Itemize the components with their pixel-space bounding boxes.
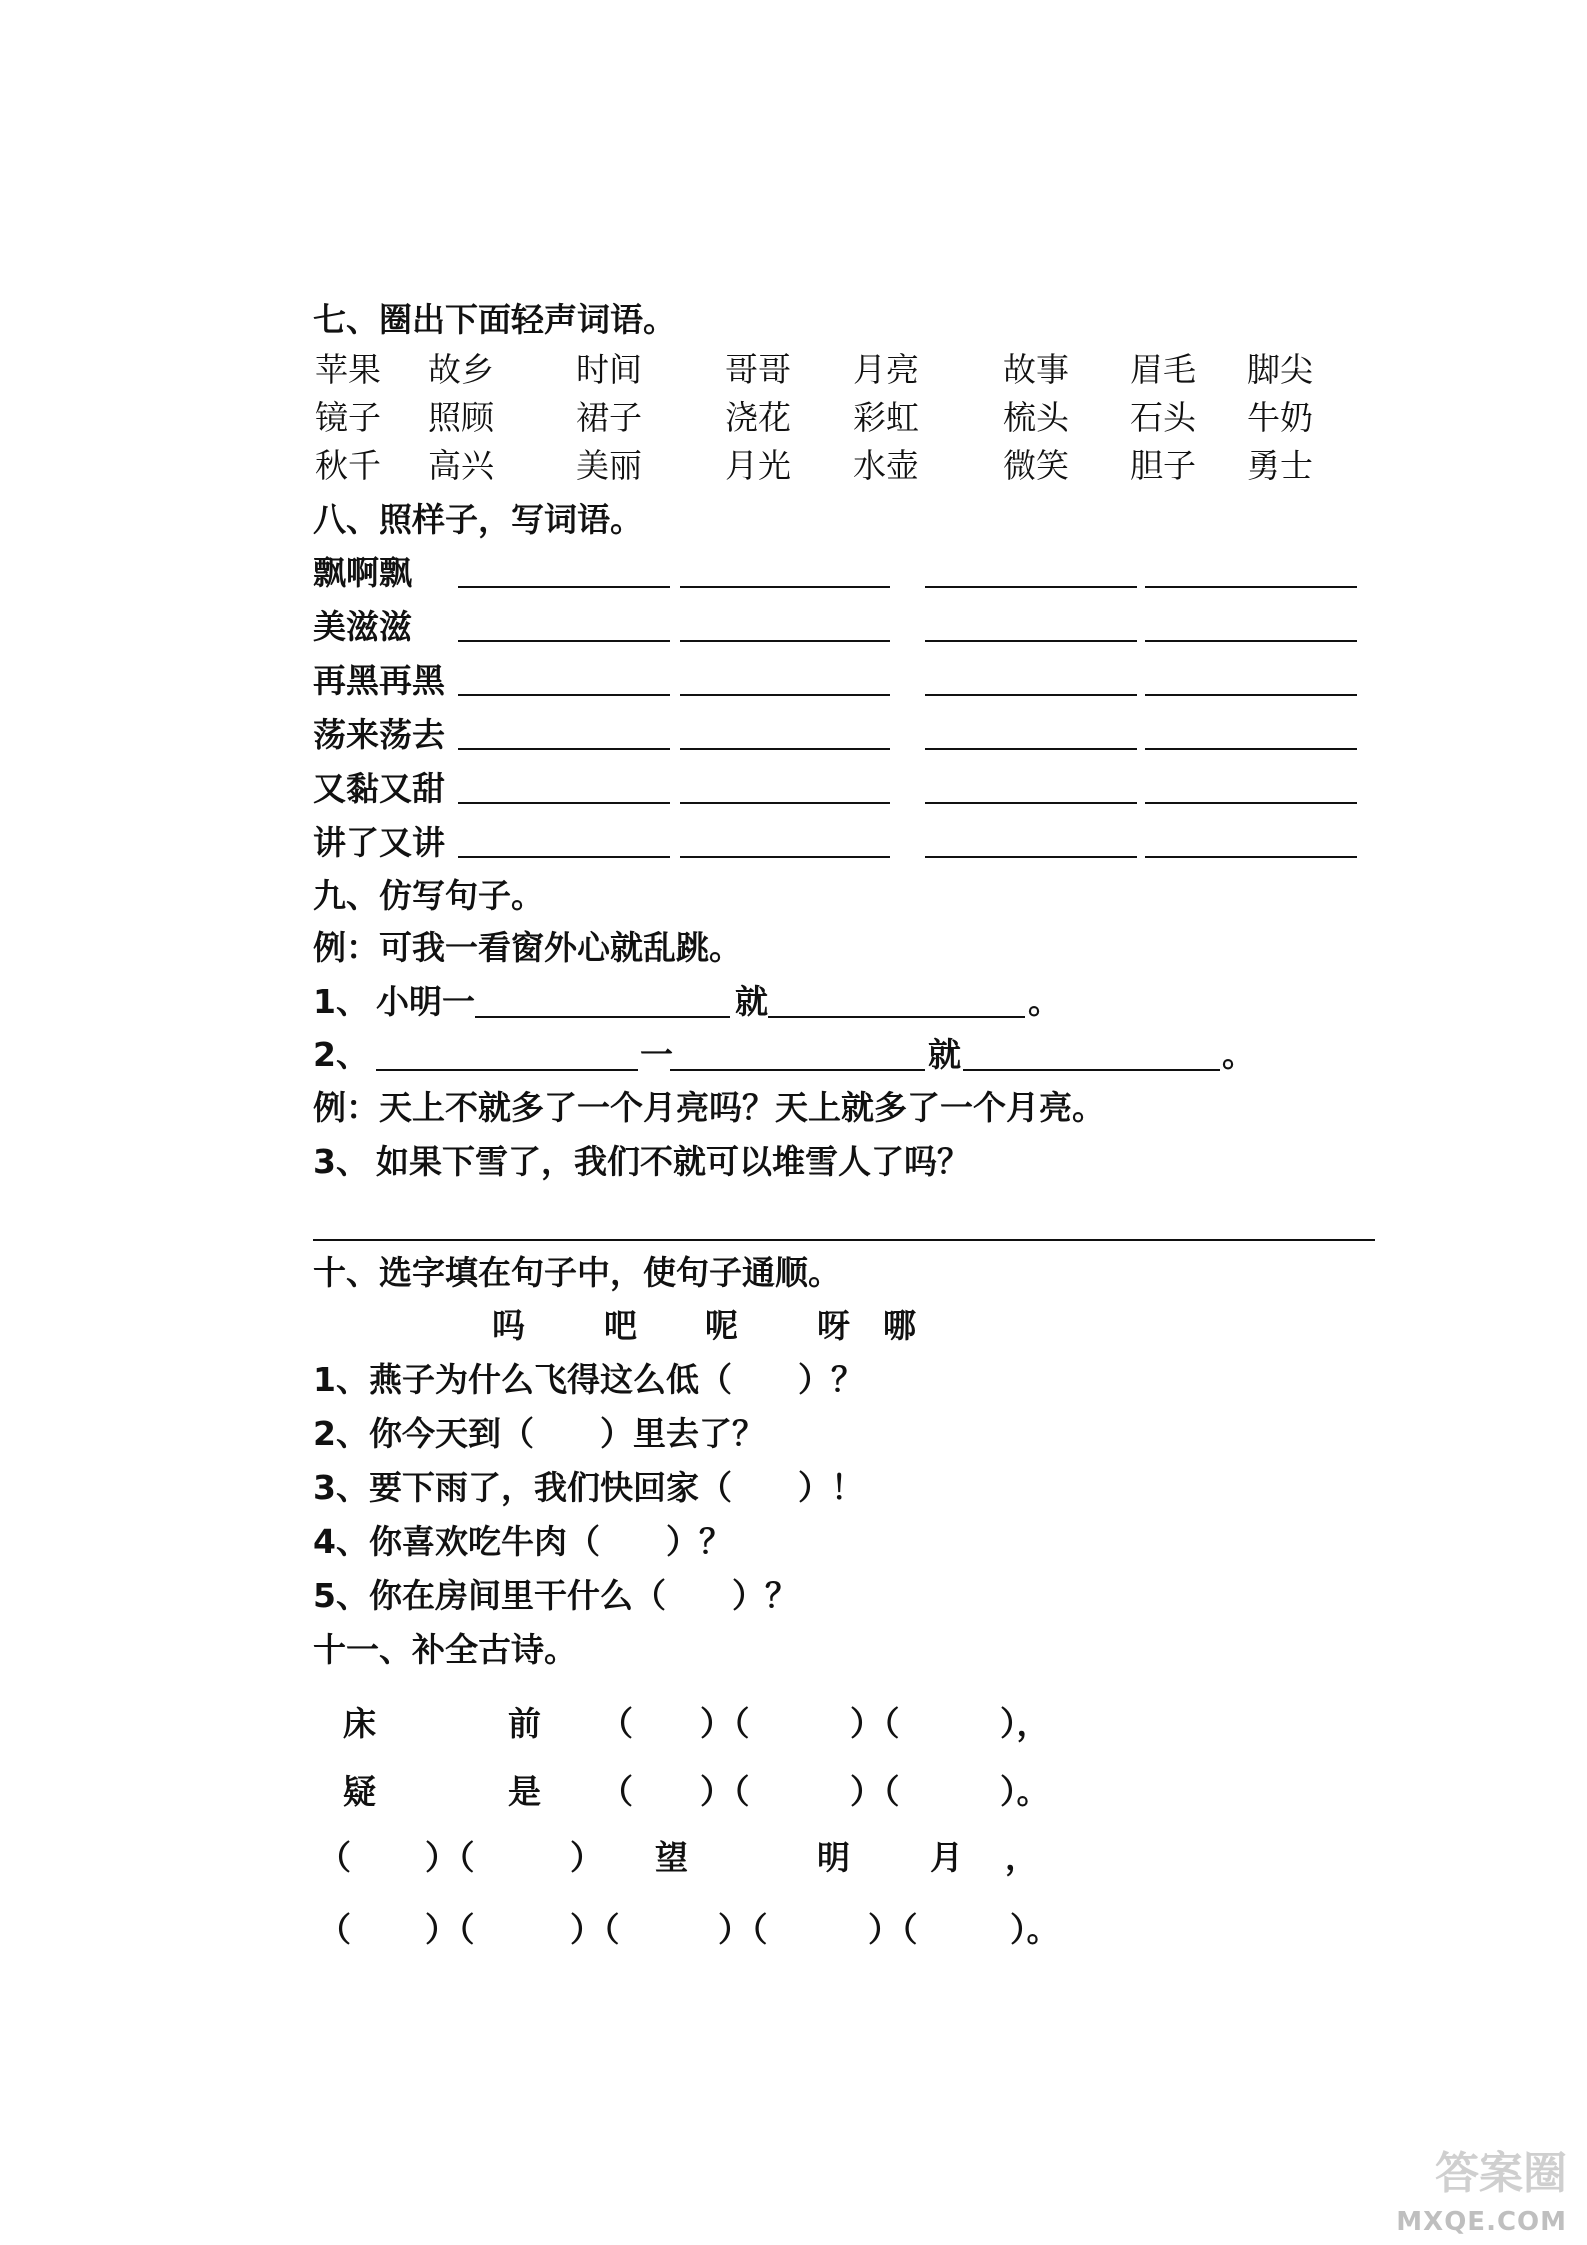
s9-q1-lead: 小明一	[376, 982, 475, 1021]
answer-line[interactable]	[1145, 748, 1357, 750]
s8-example-word: 再黑再黑	[313, 661, 445, 700]
answer-line[interactable]	[963, 1069, 1220, 1071]
poem-bracket: ）（	[700, 1772, 750, 1811]
s10-sentence: 4、你喜欢吃牛肉（ ）？	[313, 1522, 732, 1561]
answer-line[interactable]	[458, 640, 670, 642]
s7-word: 高兴	[428, 446, 494, 485]
answer-line[interactable]	[680, 640, 890, 642]
poem-bracket: ）。	[1000, 1772, 1050, 1811]
answer-line[interactable]	[458, 748, 670, 750]
s7-word: 微笑	[1003, 446, 1069, 485]
s9-q3-number: 3、	[313, 1142, 369, 1181]
s10-choice: 哪	[883, 1306, 916, 1345]
s9-q2-end: 。	[1222, 1035, 1255, 1074]
answer-line[interactable]	[925, 694, 1137, 696]
poem-char: 疑	[343, 1772, 376, 1811]
poem-bracket: ）（	[425, 1838, 475, 1877]
s7-word: 裙子	[576, 398, 642, 437]
poem-char: ，	[1005, 1838, 1038, 1877]
poem-char: 是	[508, 1772, 541, 1811]
s7-word: 镜子	[315, 398, 381, 437]
s7-word: 苹果	[315, 350, 381, 389]
answer-line[interactable]	[458, 802, 670, 804]
s10-sentence: 1、燕子为什么飞得这么低（ ）？	[313, 1360, 864, 1399]
answer-line[interactable]	[1145, 640, 1357, 642]
answer-line[interactable]	[1145, 694, 1357, 696]
s7-word: 秋千	[315, 446, 381, 485]
answer-line[interactable]	[925, 640, 1137, 642]
s7-word: 月亮	[853, 350, 919, 389]
s10-choice: 呀	[817, 1306, 850, 1345]
poem-bracket: （	[318, 1838, 351, 1877]
s10-sentence: 5、你在房间里干什么（ ）？	[313, 1576, 798, 1615]
s7-word: 勇士	[1247, 446, 1313, 485]
poem-bracket: ）	[570, 1838, 603, 1877]
s9-example-2: 例：天上不就多了一个月亮吗？天上就多了一个月亮。	[313, 1088, 1105, 1127]
poem-bracket: ）（	[718, 1910, 768, 1949]
s7-word: 故事	[1003, 350, 1069, 389]
poem-bracket: （	[600, 1704, 633, 1743]
s8-example-word: 荡来荡去	[313, 715, 445, 754]
answer-line[interactable]	[313, 1239, 1375, 1241]
answer-line[interactable]	[458, 856, 670, 858]
s8-example-word: 又黏又甜	[313, 769, 445, 808]
answer-line[interactable]	[680, 694, 890, 696]
section10-title: 十、选字填在句子中，使句子通顺。	[313, 1253, 841, 1292]
s7-word: 梳头	[1003, 398, 1069, 437]
watermark-logo: 答案圈	[1435, 2148, 1567, 2199]
s7-word: 美丽	[576, 446, 642, 485]
s7-word: 照顾	[428, 398, 494, 437]
watermark-url: MXQE.COM	[1396, 2207, 1567, 2237]
s10-choice: 吧	[604, 1306, 637, 1345]
answer-line[interactable]	[1145, 856, 1357, 858]
answer-line[interactable]	[1145, 802, 1357, 804]
poem-bracket: ）（	[425, 1910, 475, 1949]
answer-line[interactable]	[680, 856, 890, 858]
answer-line[interactable]	[376, 1069, 638, 1071]
s7-word: 故乡	[428, 350, 494, 389]
section7-title: 七、圈出下面轻声词语。	[313, 300, 676, 339]
s7-word: 脚尖	[1247, 350, 1313, 389]
s10-choice: 吗	[492, 1306, 525, 1345]
answer-line[interactable]	[925, 586, 1137, 588]
poem-bracket: （	[318, 1910, 351, 1949]
answer-line[interactable]	[1145, 586, 1357, 588]
answer-line[interactable]	[925, 802, 1137, 804]
s7-word: 牛奶	[1247, 398, 1313, 437]
s9-q2-mid1: 一	[640, 1035, 673, 1074]
poem-char: 前	[508, 1704, 541, 1743]
poem-bracket: ）（	[868, 1910, 918, 1949]
answer-line[interactable]	[680, 748, 890, 750]
poem-bracket: ）。	[1010, 1910, 1060, 1949]
section9-title: 九、仿写句子。	[313, 876, 544, 915]
s8-example-word: 讲了又讲	[313, 823, 445, 862]
s9-q1-number: 1、	[313, 982, 369, 1021]
poem-char: 望	[655, 1838, 688, 1877]
s7-word: 水壶	[853, 446, 919, 485]
s7-word: 时间	[576, 350, 642, 389]
s10-choice: 呢	[705, 1306, 738, 1345]
poem-bracket: ）（	[570, 1910, 620, 1949]
answer-line[interactable]	[925, 856, 1137, 858]
s9-q2-mid2: 就	[928, 1035, 961, 1074]
poem-bracket: ）（	[700, 1704, 750, 1743]
s7-word: 彩虹	[853, 398, 919, 437]
s8-example-word: 美滋滋	[313, 607, 412, 646]
s7-word: 哥哥	[725, 350, 791, 389]
s7-word: 胆子	[1130, 446, 1196, 485]
s7-word: 浇花	[725, 398, 791, 437]
s9-q1-end: 。	[1028, 982, 1061, 1021]
answer-line[interactable]	[680, 586, 890, 588]
poem-bracket: ），	[1000, 1704, 1050, 1743]
s7-word: 月光	[725, 446, 791, 485]
s9-q1-mid: 就	[735, 982, 768, 1021]
poem-bracket: ）（	[850, 1704, 900, 1743]
s9-q2-number: 2、	[313, 1035, 369, 1074]
s7-word: 眉毛	[1130, 350, 1196, 389]
poem-bracket: ）（	[850, 1772, 900, 1811]
answer-line[interactable]	[458, 694, 670, 696]
answer-line[interactable]	[768, 1016, 1025, 1018]
answer-line[interactable]	[475, 1016, 730, 1018]
answer-line[interactable]	[925, 748, 1137, 750]
answer-line[interactable]	[458, 586, 670, 588]
s9-q3-text: 如果下雪了，我们不就可以堆雪人了吗？	[376, 1142, 970, 1181]
s8-example-word: 飘啊飘	[313, 553, 412, 592]
s10-sentence: 2、你今天到（ ）里去了？	[313, 1414, 765, 1453]
poem-char: 月	[930, 1838, 963, 1877]
s7-word: 石头	[1130, 398, 1196, 437]
section11-title: 十一、补全古诗。	[313, 1630, 577, 1669]
poem-char: 明	[817, 1838, 850, 1877]
s9-example-1: 例：可我一看窗外心就乱跳。	[313, 928, 742, 967]
poem-bracket: （	[600, 1772, 633, 1811]
answer-line[interactable]	[670, 1069, 925, 1071]
section8-title: 八、照样子，写词语。	[313, 500, 643, 539]
poem-char: 床	[343, 1704, 376, 1743]
s10-sentence: 3、要下雨了，我们快回家（ ）！	[313, 1468, 864, 1507]
answer-line[interactable]	[680, 802, 890, 804]
